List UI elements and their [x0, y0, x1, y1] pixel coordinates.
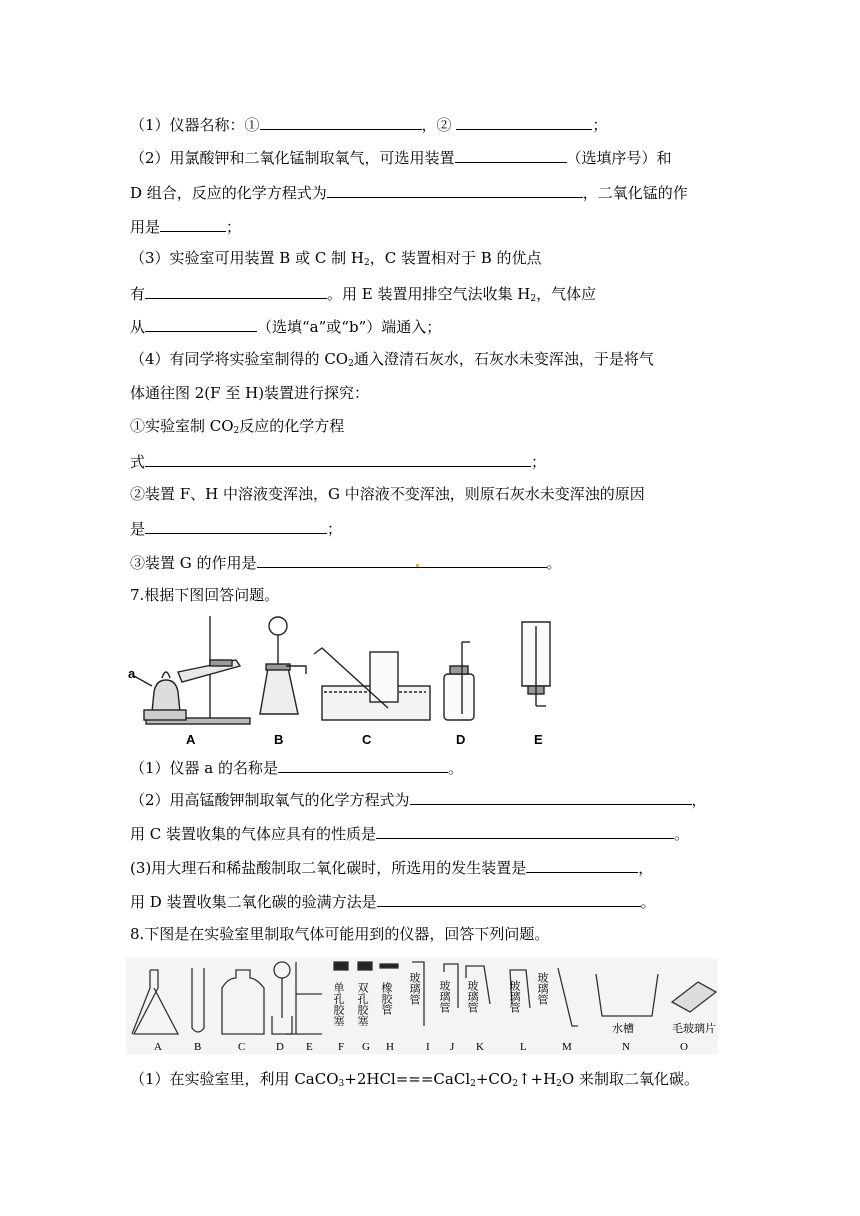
figure-label: D [456, 732, 466, 747]
figure-label: E [534, 732, 543, 747]
figure-label: B [194, 1041, 202, 1053]
figure-label: A [186, 732, 196, 747]
q7-line-5: 用 D 装置收集二氧化碳的验满方法是 。 [130, 890, 656, 912]
figure-label: J [450, 1041, 455, 1053]
figure-label-a: a [128, 666, 136, 681]
figure-label: C [238, 1041, 246, 1053]
q8-instruments-figure [126, 958, 718, 1054]
answer-blank[interactable] [327, 181, 583, 198]
q6-line-12: ②装置 F、H 中溶液变浑浊，G 中溶液不变浑浊，则原石灰水未变浑浊的原因 [130, 485, 645, 503]
figure-label: C [362, 732, 372, 747]
answer-blank[interactable] [145, 517, 327, 534]
q6-line-10: ①实验室制 $CO_2$反应的化学方程 [130, 417, 345, 436]
answer-blank[interactable] [377, 890, 641, 907]
figure-label: I [426, 1041, 430, 1053]
q6-line-11: 式 ； [130, 450, 546, 472]
q6-line-7: 从 （选填“a”或“b”）端通入； [130, 315, 441, 337]
item-name-H: 橡胶管 [380, 982, 392, 1015]
figure-label: E [306, 1041, 313, 1053]
q8-title: 8.下图是在实验室里制取气体可能用到的仪器，回答下列问题。 [130, 925, 550, 943]
answer-blank[interactable] [145, 282, 327, 299]
q6-line-13: 是 ； [130, 517, 342, 539]
item-name-M: 玻璃管 [536, 972, 548, 1005]
q6-line-6: 有 。用 E 装置用排空气法收集 $H_2$，气体应 [130, 282, 596, 309]
answer-blank[interactable] [145, 450, 531, 467]
q6-line-8: （4）有同学将实验室制得的 $CO_2$通入澄清石灰水，石灰水未变浑浊，于是将气 [130, 350, 654, 369]
figure-label: B [274, 732, 284, 747]
answer-blank[interactable] [278, 756, 448, 773]
figure-label: N [622, 1041, 630, 1053]
q6-line-1: （1）仪器名称：① ，② ； [130, 113, 607, 135]
answer-blank[interactable] [376, 822, 674, 839]
q7-line-4: (3)用大理石和稀盐酸制取二氧化碳时，所选用的发生装置是 ， [130, 856, 653, 878]
figure-label: F [338, 1041, 345, 1053]
item-name-K: 玻璃管 [466, 980, 478, 1013]
q7-apparatus-figure [126, 612, 556, 750]
q6-line-4: 用是 ； [130, 215, 241, 237]
q6-line-14: ③装置 G 的作用是 。 [130, 551, 562, 573]
figure-label: H [386, 1041, 394, 1053]
q6-line-3: D 组合，反应的化学方程式为 ，二氧化锰的作 [130, 181, 688, 203]
q7-title: 7.根据下图回答问题。 [130, 586, 280, 604]
q7-line-1: （1）仪器 a 的名称是 。 [130, 756, 463, 778]
item-name-L: 玻璃管 [508, 980, 520, 1013]
figure-label: L [520, 1041, 527, 1053]
answer-blank[interactable] [160, 215, 226, 232]
item-name-I: 玻璃管 [408, 972, 420, 1005]
answer-blank[interactable] [410, 788, 692, 805]
item-name-O: 毛玻璃片 [672, 1023, 716, 1035]
q6-line-2: （2）用氯酸钾和二氧化锰制取氧气，可选用装置 （选填序号）和 [130, 146, 672, 168]
figure-label: G [362, 1041, 370, 1053]
item-name-F: 单孔胶塞 [332, 982, 344, 1026]
figure-label: O [680, 1041, 688, 1053]
answer-blank[interactable] [526, 856, 638, 873]
answer-blank[interactable] [456, 113, 592, 130]
answer-blank[interactable] [455, 146, 567, 163]
q6-line-5: （3）实验室可用装置 B 或 C 制 $H_2$，C 装置相对于 B 的优点 [130, 249, 542, 268]
q6-line-9: 体通往图 2(F 至 H)装置进行探究： [130, 384, 370, 402]
answer-blank[interactable] [257, 551, 547, 568]
figure-label: D [276, 1041, 284, 1053]
q8-line-1: （1）在实验室里，利用 $CaCO_3+2HCl===CaCl_2+CO_2↑+H_2O$ 来制取二氧化碳。 [130, 1070, 699, 1089]
stray-dot [416, 564, 419, 567]
figure-label: K [476, 1041, 484, 1053]
figure-label: A [154, 1041, 162, 1053]
item-name-G: 双孔胶塞 [356, 982, 368, 1026]
answer-blank[interactable] [145, 315, 257, 332]
figure-label: M [562, 1041, 572, 1053]
item-name-J: 玻璃管 [438, 980, 450, 1013]
item-name-N: 水槽 [612, 1023, 634, 1035]
q7-line-2: （2）用高锰酸钾制取氧气的化学方程式为 ， [130, 788, 707, 810]
q7-line-3: 用 C 装置收集的气体应具有的性质是 。 [130, 822, 689, 844]
answer-blank[interactable] [260, 113, 422, 130]
